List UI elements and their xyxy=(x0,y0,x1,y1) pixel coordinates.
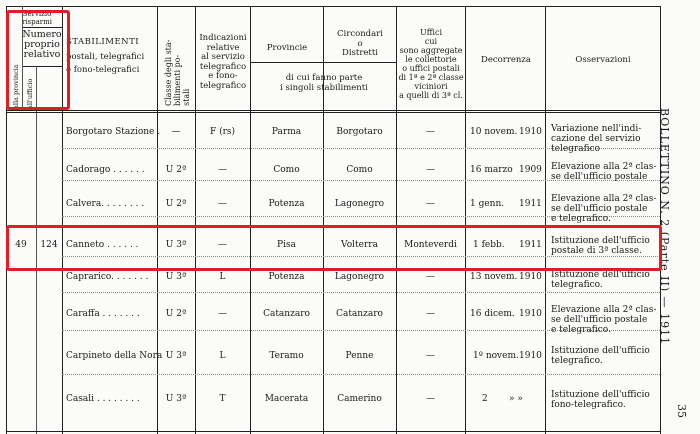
row-num-provincia: 49 xyxy=(15,240,27,250)
row-uffici: — xyxy=(426,127,435,137)
rule xyxy=(195,6,196,434)
row-osservazioni xyxy=(551,194,657,224)
header-uffici xyxy=(397,28,465,100)
header-classe xyxy=(164,40,191,106)
row-decorrenza-year: 1909 xyxy=(519,165,542,175)
header-osservazioni: Osservazioni xyxy=(575,55,631,65)
page-number-text: 35 xyxy=(675,404,688,418)
header-uffici-l8: a quelli di 3ª cl. xyxy=(399,91,463,100)
row-decorrenza-year: 1911 xyxy=(519,199,542,209)
header-indicazioni-l2: relative xyxy=(206,42,240,53)
row-decorrenza-year: 1910 xyxy=(519,309,542,319)
row-classe: U 3ª xyxy=(165,351,187,361)
header-circondari-l2: o xyxy=(357,38,363,49)
header-uffici-l6: di 1ª e 2ª classe xyxy=(398,73,464,82)
rule xyxy=(465,6,466,434)
header-provincie: Provincie xyxy=(266,43,308,53)
row-indicazioni: L xyxy=(219,351,226,361)
rule xyxy=(6,112,660,113)
row-separator xyxy=(62,374,660,375)
header-di-cui xyxy=(252,74,396,93)
row-provincia: Teramo xyxy=(269,351,304,361)
row-oss-l2: fono-telegrafico. xyxy=(551,400,626,410)
row-separator xyxy=(62,292,660,293)
row-decorrenza-day: 2 xyxy=(482,394,488,404)
header-numero-l3: relativo xyxy=(23,49,61,60)
row-classe: U 3ª xyxy=(165,272,187,282)
row-oss-l2: se dell'ufficio postale xyxy=(551,204,648,214)
row-uffici: — xyxy=(426,351,435,361)
header-indicazioni-l6: telegrafico xyxy=(199,80,247,91)
row-provincia: Como xyxy=(273,165,300,175)
row-oss-l1: Elevazione alla 2ª clas- xyxy=(551,305,657,315)
row-classe: U 3ª xyxy=(165,240,187,250)
row-decorrenza-day: 1 febb. xyxy=(473,240,505,250)
row-name: Carpineto della Nora xyxy=(66,351,163,361)
header-numero-l2: proprio xyxy=(24,39,60,50)
row-oss-l2: postale di 3ª classe. xyxy=(551,246,642,256)
header-uffici-l4: le collettorie xyxy=(405,55,457,64)
row-indicazioni: L xyxy=(219,272,226,282)
row-indicazioni: — xyxy=(218,199,227,209)
row-classe: U 2ª xyxy=(165,165,187,175)
header-indicazioni-l5: e fono- xyxy=(208,71,238,81)
rule xyxy=(250,62,396,63)
row-provincia: Pisa xyxy=(277,240,296,250)
row-decorrenza-year: 1910 xyxy=(519,127,542,137)
row-classe: U 3ª xyxy=(165,394,187,404)
header-indicazioni-l4: telegrafico xyxy=(199,61,247,72)
header-indicazioni-l1: Indicazioni xyxy=(199,33,247,43)
header-circondari-l1: Circondari xyxy=(337,29,383,39)
header-decorrenza: Decorrenza xyxy=(481,55,531,65)
header-circondari-l3: Distretti xyxy=(342,48,378,58)
row-name: Calvera. . . . . . . . xyxy=(66,199,145,209)
header-uffici-l1: Uffici xyxy=(419,28,443,37)
row-circondario: Lagonegro xyxy=(334,272,385,282)
row-circondario: Catanzaro xyxy=(336,309,383,319)
row-circondario: Camerino xyxy=(337,394,382,404)
row-osservazioni xyxy=(551,390,657,410)
rule xyxy=(6,6,660,7)
row-name: Canneto . . . . . . xyxy=(66,240,139,250)
row-uffici: — xyxy=(426,272,435,282)
row-name: Casali . . . . . . . . xyxy=(66,394,140,404)
row-provincia: Catanzaro xyxy=(263,309,310,319)
row-provincia: Potenza xyxy=(268,272,305,282)
row-indicazioni: F (rs) xyxy=(209,127,236,137)
header-classe-l1: Classe degli sta- xyxy=(164,39,173,106)
header-uffici-l5: o uffici postali xyxy=(402,64,460,73)
row-oss-l2: cazione del servizio xyxy=(551,134,641,144)
row-oss-l1: Elevazione alla 2ª clas- xyxy=(551,194,657,204)
row-num-ufficio: 124 xyxy=(40,240,58,250)
row-oss-l1: Elevazione alla 2ª clas- xyxy=(551,162,657,172)
row-decorrenza-day: 1 genn. xyxy=(470,199,505,209)
header-servizio-l1: Servizio xyxy=(22,10,52,18)
header-classe-l2: bilimenti po- xyxy=(173,54,182,106)
header-alla-provincia-text: alla provincia xyxy=(12,64,20,109)
row-oss-l1: Variazione nell'indi- xyxy=(551,124,642,134)
row-decorrenza-day: 16 dicem. xyxy=(470,309,515,319)
row-name: Borgotaro Stazione . xyxy=(66,127,161,137)
row-decorrenza-day: 16 marzo xyxy=(470,165,513,175)
row-provincia: Parma xyxy=(271,127,302,137)
header-indicazioni xyxy=(197,34,249,91)
row-classe: U 2ª xyxy=(165,309,187,319)
page-number xyxy=(675,404,688,418)
header-uffici-l7: viciniori xyxy=(414,82,448,91)
row-decorrenza-year: 1910 xyxy=(519,351,542,361)
row-circondario: Como xyxy=(346,165,373,175)
row-classe: — xyxy=(171,127,181,137)
row-osservazioni xyxy=(551,346,657,366)
header-stabilimenti-l3: e fono-telegrafici xyxy=(66,64,140,75)
row-name: Caraffa . . . . . . . xyxy=(66,309,140,319)
row-circondario: Lagonegro xyxy=(334,199,385,209)
row-oss-l3: telegrafico xyxy=(551,144,601,154)
row-decorrenza-year: 1910 xyxy=(519,272,542,282)
row-oss-l2: se dell'ufficio postale xyxy=(551,315,648,325)
row-osservazioni xyxy=(551,305,657,335)
rule xyxy=(6,110,660,111)
row-oss-l3: e telegrafico. xyxy=(551,214,611,224)
header-stabilimenti xyxy=(66,38,144,75)
row-decorrenza-year: » » xyxy=(509,394,523,404)
header-stabilimenti-l2: postali, telegrafici xyxy=(66,51,145,62)
row-oss-l1: Istituzione dell'ufficio xyxy=(551,270,650,280)
row-oss-l1: Istituzione dell'ufficio xyxy=(551,390,650,400)
rule xyxy=(36,110,37,434)
row-indicazioni: — xyxy=(218,165,227,175)
rule xyxy=(250,6,251,434)
row-provincia: Macerata xyxy=(264,394,309,404)
header-di-cui-l2: i singoli stabilimenti xyxy=(280,82,368,93)
row-uffici: — xyxy=(426,309,435,319)
row-oss-l2: se dell'ufficio postale xyxy=(551,172,648,182)
rule xyxy=(545,6,546,434)
row-decorrenza-day: 1º novem. xyxy=(473,351,519,361)
row-indicazioni: — xyxy=(218,309,227,319)
row-uffici: — xyxy=(426,394,435,404)
header-uffici-l2: cui xyxy=(424,37,438,46)
row-circondario: Volterra xyxy=(341,240,378,250)
row-decorrenza-day: 10 novem. xyxy=(470,127,518,137)
rule xyxy=(157,6,158,434)
row-osservazioni xyxy=(551,270,657,290)
header-stabilimenti-l1: STABILIMENTI xyxy=(66,37,140,47)
row-provincia: Potenza xyxy=(268,199,305,209)
rule xyxy=(323,6,324,62)
row-oss-l1: Istituzione dell'ufficio xyxy=(551,346,650,356)
row-classe: U 2ª xyxy=(165,199,187,209)
header-circondari xyxy=(325,30,395,59)
row-name: Cadorago . . . . . . xyxy=(66,165,145,175)
row-oss-l3: e telegrafico. xyxy=(551,325,611,335)
header-di-cui-l1: di cui fanno parte xyxy=(285,73,363,83)
header-uffici-l3: sono aggregate xyxy=(399,46,463,55)
highlight-box-row xyxy=(6,225,662,271)
row-oss-l2: telegrafico. xyxy=(551,280,603,290)
header-numero-l1: Numero xyxy=(22,29,62,40)
row-osservazioni xyxy=(551,124,657,154)
row-indicazioni: T xyxy=(219,394,226,404)
header-indicazioni-l3: al servizio xyxy=(201,52,245,62)
row-osservazioni xyxy=(551,162,657,182)
header-classe-l3: stali xyxy=(182,88,191,106)
header-all-ufficio-text: all'ufficio xyxy=(26,78,34,109)
row-circondario: Penne xyxy=(345,351,374,361)
row-oss-l2: telegrafico. xyxy=(551,356,603,366)
row-uffici: — xyxy=(426,165,435,175)
header-servizio-l2: risparmi xyxy=(21,18,53,26)
rule xyxy=(6,431,660,432)
row-decorrenza-year: 1911 xyxy=(519,240,542,250)
row-decorrenza-day: 13 novem. xyxy=(470,272,518,282)
row-oss-l1: Istituzione dell'ufficio xyxy=(551,236,650,246)
running-head-text: BOLLETTINO N. 2 (Parte II) — 1911 xyxy=(658,108,671,346)
row-indicazioni: — xyxy=(218,240,227,250)
row-uffici: — xyxy=(426,199,435,209)
row-circondario: Borgotaro xyxy=(336,127,383,137)
row-name: Caprarico. . . . . . . xyxy=(66,272,149,282)
highlight-box-header xyxy=(6,10,70,110)
row-uffici: Monteverdi xyxy=(404,240,457,250)
